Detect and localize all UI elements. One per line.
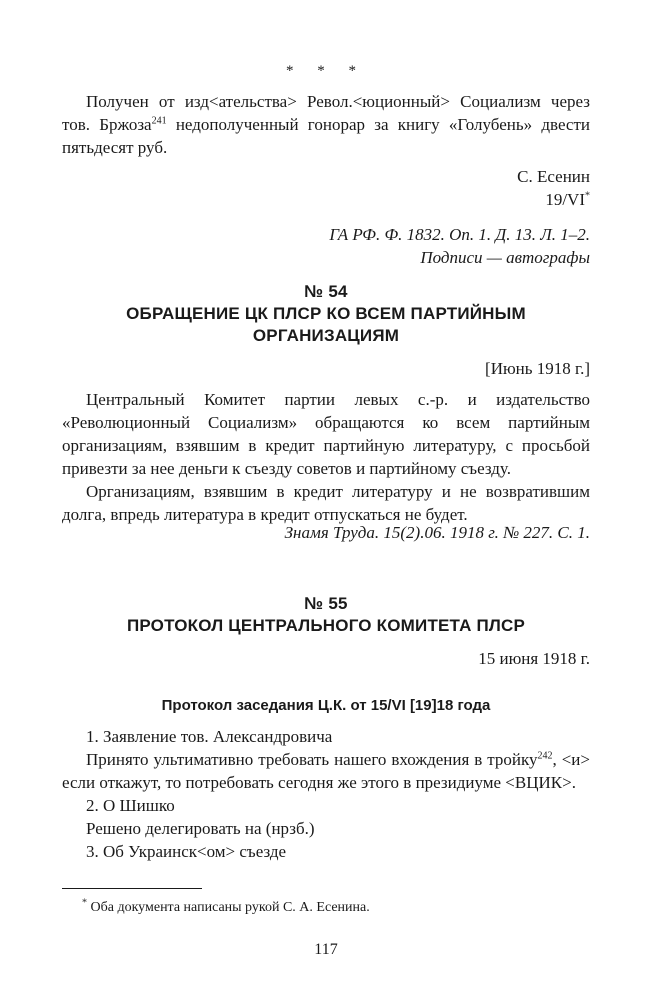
doc55-item-2-text: Решено делегировать на (нрзб.) bbox=[86, 819, 315, 838]
section-separator: * * * bbox=[286, 63, 366, 79]
doc55-item-2: 2. О Шишко bbox=[86, 796, 175, 815]
receipt-signature: С. Есенин bbox=[517, 167, 590, 186]
footnote-mark: * bbox=[82, 897, 87, 909]
receipt-block bbox=[62, 90, 590, 269]
doc54-body bbox=[62, 388, 590, 526]
doc54-paragraph-1: Центральный Комитет партии левых с.-р. и издательство «Революционный Социализм» обращаются ко всем партийным организациям, взявшим в кредит партийную литературу, с просьбой привезти за нее деньги к съезду советов и партийному съезду. bbox=[62, 390, 590, 478]
doc55-body bbox=[62, 725, 590, 863]
footnote-divider bbox=[62, 888, 202, 889]
doc54-title-line2: ОРГАНИЗАЦИЯМ bbox=[252, 326, 400, 345]
receipt-source: ГА РФ. Ф. 1832. Оп. 1. Д. 13. Л. 1–2. bbox=[329, 225, 590, 244]
doc55-header bbox=[62, 593, 590, 637]
receipt-date: 19/VI* bbox=[545, 190, 590, 209]
document-page bbox=[62, 0, 590, 1007]
doc54-source: Знамя Труда. 15(2).06. 1918 г. № 227. С. 1. bbox=[284, 523, 590, 542]
doc55-item-1: 1. Заявление тов. Александровича bbox=[86, 727, 333, 746]
doc55-number: № 55 bbox=[304, 594, 348, 613]
receipt-text: Получен от изд<ательства> Револ.<юционный> Социализм через тов. Бржоза$^{241}$ недополученный гонорар за книгу «Голубень» двести пятьдесят руб. bbox=[62, 92, 590, 157]
doc54-paragraph-2: Организациям, взявшим в кредит литературу и не возвратившим долга, впредь литература в кредит отпускаться не будет. bbox=[62, 482, 590, 524]
doc55-item-3: 3. Об Украинск<ом> съезде bbox=[86, 842, 287, 861]
doc54-title-line1: ОБРАЩЕНИЕ ЦК ПЛСР КО ВСЕМ ПАРТИЙНЫМ bbox=[126, 304, 526, 323]
footnote-ref-241[interactable]: 241 bbox=[151, 115, 167, 127]
footnote-ref-242[interactable]: 242 bbox=[537, 750, 553, 762]
page-number: 117 bbox=[314, 941, 338, 958]
doc54-number: № 54 bbox=[304, 282, 348, 301]
doc54-header bbox=[62, 281, 590, 347]
doc54-date: [Июнь 1918 г.] bbox=[485, 359, 590, 378]
doc55-date: 15 июня 1918 г. bbox=[478, 649, 590, 668]
doc55-title: ПРОТОКОЛ ЦЕНТРАЛЬНОГО КОМИТЕТА ПЛСР bbox=[126, 616, 526, 635]
receipt-source-note: Подписи — автографы bbox=[420, 248, 590, 267]
doc55-subtitle: Протокол заседания Ц.К. от 15/VI [19]18 года bbox=[161, 697, 491, 714]
doc55-item-1-text: Принято ультимативно требовать нашего вхождения в тройку$^{242}$, <и> если откажут, то потребовать сегодня же этого в президиуме <ВЦИК>. bbox=[62, 750, 590, 792]
footnote: * Оба документа написаны рукой С. А. Есенина. bbox=[82, 897, 370, 915]
